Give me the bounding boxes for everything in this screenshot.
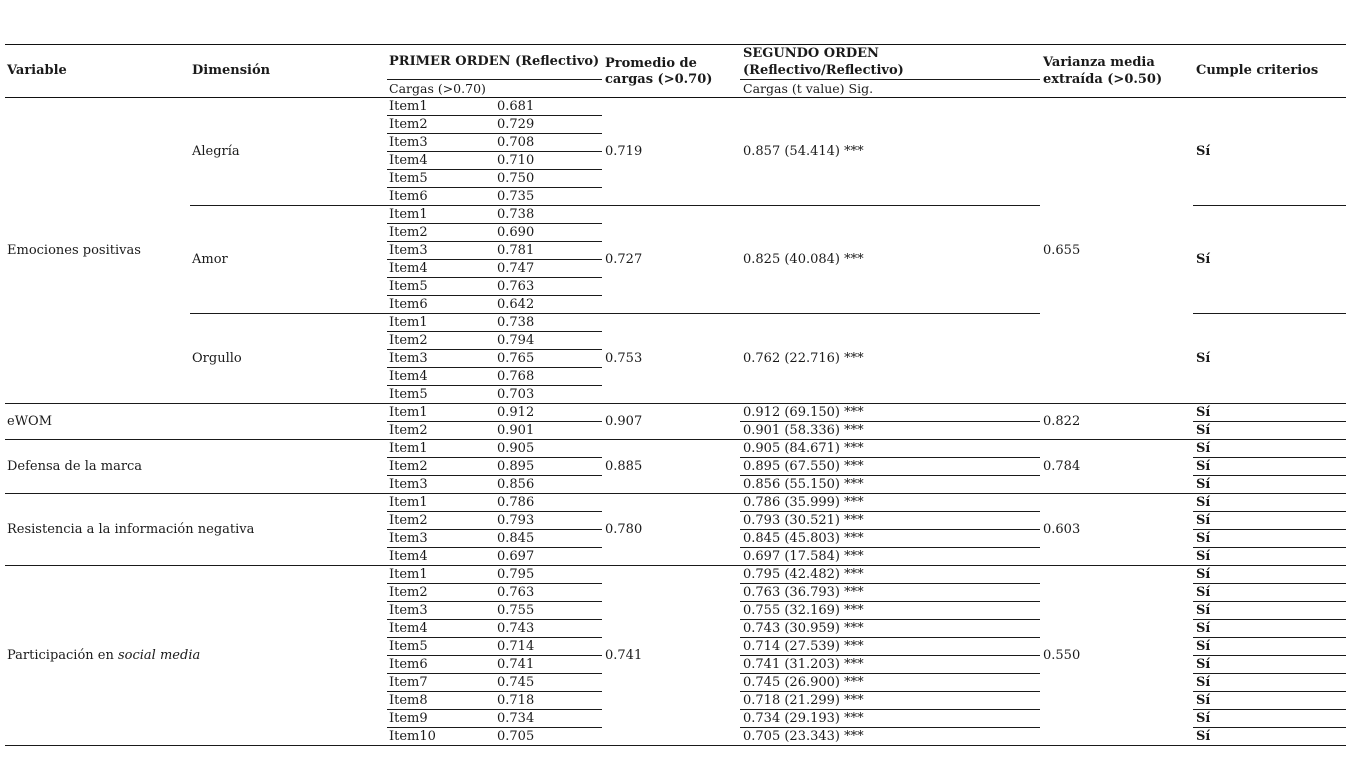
ave-value: 0.822 [1043,414,1081,429]
criteria-badge: Sí [1196,711,1211,726]
variable-name: Defensa de la marca [7,459,143,474]
group-separator [5,493,1346,494]
item-loading: 0.681 [497,99,535,114]
item-label: Item6 [389,189,428,204]
header-first-order: PRIMER ORDEN (Reflectivo) [389,54,600,69]
item-label: Item2 [389,513,428,528]
second-order-loading: 0.856 (55.150) *** [743,477,864,492]
criteria-separator [1193,475,1346,476]
item-label: Item5 [389,279,428,294]
average-loading: 0.753 [605,351,643,366]
item-label: Item3 [389,351,428,366]
header-ave-line2: extraída (>0.50) [1043,72,1163,87]
item-loading: 0.781 [497,243,535,258]
criteria-separator [1193,655,1346,656]
second-order-loading: 0.905 (84.671) *** [743,441,864,456]
criteria-badge: Sí [1196,144,1211,159]
ave-value: 0.784 [1043,459,1081,474]
criteria-badge: Sí [1196,567,1211,582]
item-loading: 0.763 [497,279,535,294]
criteria-separator [1193,205,1346,206]
variable-name-italic: social media [118,648,201,663]
item-label: Item9 [389,711,428,726]
ave-value: 0.550 [1043,648,1081,663]
dimension-separator [190,313,1040,314]
criteria-badge: Sí [1196,531,1211,546]
item-loading: 0.697 [497,549,535,564]
item-label: Item5 [389,639,428,654]
criteria-badge: Sí [1196,549,1211,564]
second-order-loading: 0.745 (26.900) *** [743,675,864,690]
criteria-separator [1193,673,1346,674]
criteria-badge: Sí [1196,675,1211,690]
item-loading: 0.734 [497,711,535,726]
item-loading: 0.747 [497,261,535,276]
item-loading: 0.845 [497,531,535,546]
criteria-badge: Sí [1196,657,1211,672]
second-order-loading: 0.741 (31.203) *** [743,657,864,672]
item-loading: 0.786 [497,495,535,510]
criteria-separator [1193,709,1346,710]
item-label: Item4 [389,621,428,636]
item-label: Item2 [389,585,428,600]
item-label: Item1 [389,99,428,114]
criteria-separator [1193,691,1346,692]
item-label: Item1 [389,441,428,456]
second-order-loading: 0.845 (45.803) *** [743,531,864,546]
item-loading: 0.901 [497,423,535,438]
bottom-rule [5,745,1346,746]
item-label: Item3 [389,531,428,546]
item-loading: 0.738 [497,207,535,222]
header-variable: Variable [7,63,67,78]
variable-name: Resistencia a la información negativa [7,522,255,537]
item-label: Item1 [389,207,428,222]
criteria-badge: Sí [1196,351,1211,366]
header-dimension: Dimensión [192,63,271,78]
item-loading: 0.708 [497,135,535,150]
criteria-separator [1193,457,1346,458]
item-label: Item4 [389,261,428,276]
criteria-badge: Sí [1196,621,1211,636]
dimension-name: Orgullo [192,351,242,366]
criteria-badge: Sí [1196,729,1211,744]
dimension-separator [190,205,1040,206]
second-order-loading: 0.755 (32.169) *** [743,603,864,618]
item-label: Item1 [389,567,428,582]
item-loading: 0.763 [497,585,535,600]
header-avg-line1: Promedio de [605,56,697,71]
header-second-order-line2: (Reflectivo/Reflectivo) [743,63,904,78]
group-separator [5,403,1346,404]
average-loading: 0.907 [605,414,643,429]
average-loading: 0.727 [605,252,643,267]
item-label: Item3 [389,603,428,618]
average-loading: 0.719 [605,144,643,159]
criteria-badge: Sí [1196,513,1211,528]
item-loading: 0.642 [497,297,535,312]
item-label: Item4 [389,369,428,384]
variable-name: eWOM [7,414,53,429]
item-loading: 0.856 [497,477,535,492]
item-label: Item1 [389,405,428,420]
item-label: Item2 [389,225,428,240]
item-loading: 0.905 [497,441,535,456]
top-rule [5,44,1346,45]
item-loading: 0.703 [497,387,535,402]
item-label: Item1 [389,495,428,510]
second-order-loading: 0.762 (22.716) *** [743,351,864,366]
item-loading: 0.793 [497,513,535,528]
item-label: Item5 [389,387,428,402]
second-order-loading: 0.763 (36.793) *** [743,585,864,600]
item-label: Item10 [389,729,436,744]
item-label: Item2 [389,459,428,474]
header-first-order-sub: Cargas (>0.70) [389,81,486,96]
group-separator [5,565,1346,566]
item-loading: 0.710 [497,153,535,168]
second-order-loading: 0.901 (58.336) *** [743,423,864,438]
second-order-loading: 0.786 (35.999) *** [743,495,864,510]
item-label: Item8 [389,693,428,708]
second-order-loading: 0.743 (30.959) *** [743,621,864,636]
second-order-loading: 0.857 (54.414) *** [743,144,864,159]
item-label: Item3 [389,135,428,150]
variable-name: Emociones positivas [7,243,141,258]
criteria-separator [1193,619,1346,620]
criteria-separator [1193,727,1346,728]
variable-name: Participación en social media [7,648,201,663]
criteria-badge: Sí [1196,423,1211,438]
dimension-name: Amor [192,252,228,267]
criteria-separator [1193,583,1346,584]
item-loading: 0.768 [497,369,535,384]
average-loading: 0.780 [605,522,643,537]
second-order-loading: 0.912 (69.150) *** [743,405,864,420]
average-loading: 0.741 [605,648,643,663]
item-loading: 0.750 [497,171,535,186]
item-loading: 0.912 [497,405,535,420]
item-loading: 0.795 [497,567,535,582]
group-separator [5,439,1346,440]
item-label: Item2 [389,333,428,348]
item-loading: 0.895 [497,459,535,474]
item-label: Item2 [389,117,428,132]
second-order-loading: 0.734 (29.193) *** [743,711,864,726]
criteria-separator [1193,547,1346,548]
criteria-separator [1193,601,1346,602]
item-label: Item5 [389,171,428,186]
item-label: Item3 [389,243,428,258]
second-order-loading: 0.714 (27.539) *** [743,639,864,654]
average-loading: 0.885 [605,459,643,474]
criteria-badge: Sí [1196,405,1211,420]
ave-value: 0.603 [1043,522,1081,537]
header-criteria: Cumple criterios [1196,63,1319,78]
item-loading: 0.705 [497,729,535,744]
second-order-loading: 0.825 (40.084) *** [743,252,864,267]
second-order-loading: 0.718 (21.299) *** [743,693,864,708]
criteria-badge: Sí [1196,603,1211,618]
second-order-loading: 0.705 (23.343) *** [743,729,864,744]
criteria-badge: Sí [1196,639,1211,654]
header-rule [5,97,1346,98]
item-loading: 0.755 [497,603,535,618]
item-loading: 0.765 [497,351,535,366]
item-label: Item2 [389,423,428,438]
criteria-badge: Sí [1196,459,1211,474]
item-loading: 0.690 [497,225,535,240]
item-label: Item1 [389,315,428,330]
dimension-name: Alegría [192,144,240,159]
criteria-separator [1193,511,1346,512]
second-order-loading: 0.793 (30.521) *** [743,513,864,528]
item-label: Item4 [389,153,428,168]
criteria-badge: Sí [1196,585,1211,600]
criteria-separator [1193,313,1346,314]
second-order-loading: 0.895 (67.550) *** [743,459,864,474]
second-order-loading: 0.697 (17.584) *** [743,549,864,564]
item-loading: 0.745 [497,675,535,690]
item-label: Item6 [389,657,428,672]
item-loading: 0.794 [497,333,535,348]
item-loading: 0.714 [497,639,535,654]
header-avg-line2: cargas (>0.70) [605,72,713,87]
item-loading: 0.743 [497,621,535,636]
criteria-badge: Sí [1196,693,1211,708]
ave-value: 0.655 [1043,243,1081,258]
criteria-separator [1193,421,1346,422]
second-order-loading: 0.795 (42.482) *** [743,567,864,582]
item-label: Item7 [389,675,428,690]
item-loading: 0.741 [497,657,535,672]
criteria-separator [1193,637,1346,638]
criteria-badge: Sí [1196,252,1211,267]
criteria-badge: Sí [1196,477,1211,492]
item-loading: 0.735 [497,189,535,204]
item-loading: 0.718 [497,693,535,708]
criteria-badge: Sí [1196,441,1211,456]
criteria-badge: Sí [1196,495,1211,510]
item-label: Item3 [389,477,428,492]
item-label: Item6 [389,297,428,312]
item-label: Item4 [389,549,428,564]
criteria-separator [1193,529,1346,530]
header-second-order-line1: SEGUNDO ORDEN [743,46,879,61]
item-loading: 0.738 [497,315,535,330]
header-ave-line1: Varianza media [1043,55,1155,70]
item-loading: 0.729 [497,117,535,132]
header-second-order-sub: Cargas (t value) Sig. [743,81,874,96]
